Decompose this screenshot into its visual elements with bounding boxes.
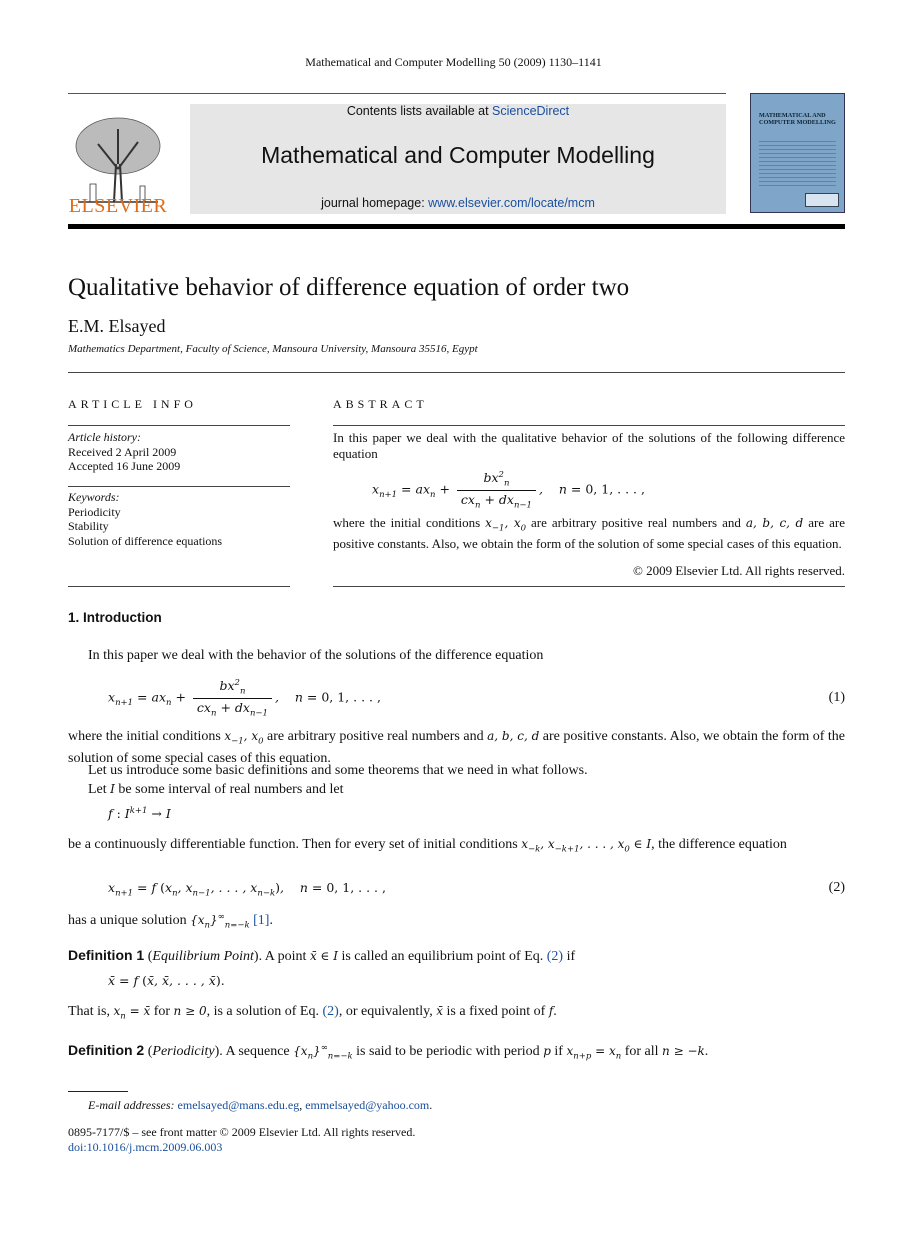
- journal-citation: Mathematical and Computer Modelling 50 (2009) 1130–1141: [305, 55, 602, 69]
- body-text: if: [563, 949, 576, 964]
- definition-2-label: Definition 2: [68, 1042, 145, 1058]
- contents-line: [190, 104, 726, 118]
- cover-title: MATHEMATICAL AND COMPUTER MODELLING: [759, 112, 836, 126]
- abstract-text: are positive constants. Also, we obtain the form of the solution of some special cases of this equation.: [333, 515, 845, 552]
- article-title: Qualitative behavior of difference equation of order two: [68, 274, 630, 301]
- equation-2-link[interactable]: (2): [546, 949, 564, 964]
- equilibrium-equation: x̄ = f (x̄, x̄, . . . , x̄).: [108, 973, 225, 988]
- header-rule: [68, 93, 726, 94]
- abstract-heading: ABSTRACT: [333, 397, 428, 411]
- body-text: . A sequence: [219, 1044, 294, 1059]
- definition-1-label: Definition 1: [68, 947, 145, 963]
- body-text: where the initial conditions: [68, 729, 225, 744]
- info-rule-bottom: [68, 586, 290, 587]
- equation-2-link[interactable]: (2): [322, 1004, 339, 1019]
- info-rule-mid: [68, 486, 290, 487]
- reference-1-link[interactable]: [1]: [253, 913, 270, 928]
- body-text: be a continuously differentiable function. Then for every set of initial conditions: [68, 837, 522, 852]
- equation-1: $x_{n+1} = ax_n$ + $\frac{bx^2_n}{cx_n + dx_{n-1}}$ , n = 0, 1, . . . ,: [108, 678, 381, 719]
- intro-paragraph-6: has a unique solution $\{x_n\}^\infty_{n=-k}$ [1].: [68, 912, 273, 931]
- keyword: Stability: [68, 519, 109, 533]
- history-label: Article history:: [68, 430, 141, 444]
- intro-paragraph-3: Let us introduce some basic definitions and some theorems that we need in what follows.: [88, 763, 588, 778]
- function-definition: f : $I^{k+1} \to I$: [108, 806, 171, 822]
- sciencedirect-link[interactable]: ScienceDirect: [492, 104, 570, 118]
- body-text: be some interval of real numbers and let: [114, 782, 344, 797]
- body-text: That is,: [68, 1004, 114, 1019]
- body-text: are arbitrary positive real numbers and: [263, 729, 488, 744]
- equation-2: $x_{n+1} = f$ ($x_n$, $x_{n-1}$, . . . , $x_{n-k}$), n = 0, 1, . . . ,: [108, 880, 386, 899]
- body-text: has a unique solution: [68, 913, 191, 928]
- body-text: are positive constants. Also, we obtain the form of the solution of some special cases of this equation.: [68, 729, 846, 767]
- body-text: is said to be periodic with period: [352, 1044, 544, 1059]
- email-link-2[interactable]: emmelsayed@yahoo.com: [305, 1098, 430, 1112]
- article-info-heading: ARTICLE INFO: [68, 397, 197, 411]
- equation-2-number: (2): [828, 880, 845, 895]
- body-text: , or equivalently,: [338, 1004, 437, 1019]
- equation-1-number: (1): [828, 690, 845, 705]
- abstract-paragraph-2: where the initial conditions $x_{-1}$, $x_0$ are arbitrary positive real numbers and a, b, c, d are are positive constants. Also, we obtain the form of the solution of some special cases of this equation.: [333, 515, 845, 552]
- cover-badge: [805, 193, 839, 207]
- abstract-rule-top: [333, 425, 845, 426]
- definition-1-name: Equilibrium Point: [152, 949, 254, 964]
- body-text: , the difference equation: [651, 837, 787, 852]
- doi-link[interactable]: doi:10.1016/j.mcm.2009.06.003: [68, 1140, 223, 1154]
- definition-2: Definition 2 (Periodicity). A sequence $\{x_n\}^\infty_{n=-k}$ is said to be periodic with period p if $x_{n+p} = x_n$ for all n ≥ −k.: [68, 1042, 709, 1062]
- body-text: Let: [88, 782, 111, 797]
- definition-1-followup: That is, $x_n$ = x̄ for n ≥ 0, is a solution of Eq. (2), or equivalently, x̄ is a fixed point of f.: [68, 1004, 557, 1022]
- body-text: . A point: [258, 949, 310, 964]
- received-date: Received 2 April 2009: [68, 444, 177, 459]
- homepage-line: [190, 196, 726, 210]
- abstract-paragraph-1: In this paper we deal with the qualitative behavior of the solutions of the following difference equation: [333, 430, 845, 461]
- abstract-text: where the initial conditions: [333, 515, 486, 530]
- journal-cover-image: [750, 93, 845, 213]
- email-label: E-mail addresses:: [88, 1098, 178, 1112]
- accepted-date: Accepted 16 June 2009: [68, 459, 181, 473]
- footnote-rule: [68, 1091, 128, 1092]
- body-text: is called an equilibrium point of Eq.: [337, 949, 547, 964]
- abstract-rule-bottom: [333, 586, 845, 587]
- cover-text-lines: [759, 138, 836, 188]
- author-affiliation: Mathematics Department, Faculty of Science, Mansoura University, Mansoura 35516, Egypt: [68, 343, 478, 355]
- body-text: if: [550, 1044, 567, 1059]
- email-link-1[interactable]: emelsayed@mans.edu.eg: [177, 1098, 300, 1112]
- abstract-equation: $x_{n+1} = ax_n$ + $\frac{bx^2_n}{cx_n + dx_{n-1}}$ , n = 0, 1, . . . ,: [372, 470, 645, 511]
- definition-1: Definition 1 (Equilibrium Point). A point x̄ ∈ I is called an equilibrium point of Eq. (2) if: [68, 947, 576, 964]
- body-text: is a solution of Eq.: [210, 1004, 323, 1019]
- issn-line: 0895-7177/$ – see front matter © 2009 Elsevier Ltd. All rights reserved.: [68, 1125, 416, 1139]
- intro-paragraph-4: Let I be some interval of real numbers and let: [88, 782, 344, 797]
- keywords-block: [68, 490, 290, 548]
- keywords-label: Keywords:: [68, 490, 120, 504]
- intro-paragraph-5: be a continuously differentiable function. Then for every set of initial conditions $x_{-k}$, $x_{-k+1}$, . . . , $x_0$ ∈ I, the difference equation: [68, 837, 787, 855]
- introduction-heading: 1. Introduction: [68, 610, 162, 625]
- intro-paragraph-2: where the initial conditions $x_{-1}$, $x_0$ are arbitrary positive real numbers and a, b, c, d are positive constants. Also, we obtain the form of the solution of some special cases of this equation.: [68, 729, 846, 767]
- body-text: is a fixed point of: [443, 1004, 549, 1019]
- info-rule-top: [68, 425, 290, 426]
- definition-2-name: Periodicity: [152, 1044, 215, 1059]
- keyword: Solution of difference equations: [68, 533, 223, 548]
- header-thick-rule: [68, 224, 845, 229]
- abstract-text: are arbitrary positive real numbers and: [526, 515, 746, 530]
- email-footnote: E-mail addresses: emelsayed@mans.edu.eg, emmelsayed@yahoo.com.: [88, 1098, 433, 1112]
- author-name: E.M. Elsayed: [68, 316, 166, 336]
- homepage-prefix: journal homepage:: [321, 196, 429, 210]
- intro-paragraph-1: In this paper we deal with the behavior of the solutions of the difference equation: [88, 648, 544, 663]
- body-text: .: [269, 913, 273, 928]
- keyword: Periodicity: [68, 504, 121, 519]
- body-text: for all: [621, 1044, 663, 1059]
- elsevier-wordmark: ELSEVIER: [68, 195, 168, 217]
- homepage-link[interactable]: www.elsevier.com/locate/mcm: [428, 196, 595, 210]
- contents-prefix: Contents lists available at: [346, 104, 493, 118]
- copyright-notice: © 2009 Elsevier Ltd. All rights reserved.: [632, 563, 845, 578]
- title-rule: [68, 372, 845, 373]
- journal-title: Mathematical and Computer Modelling: [261, 142, 655, 168]
- article-history: [68, 430, 290, 474]
